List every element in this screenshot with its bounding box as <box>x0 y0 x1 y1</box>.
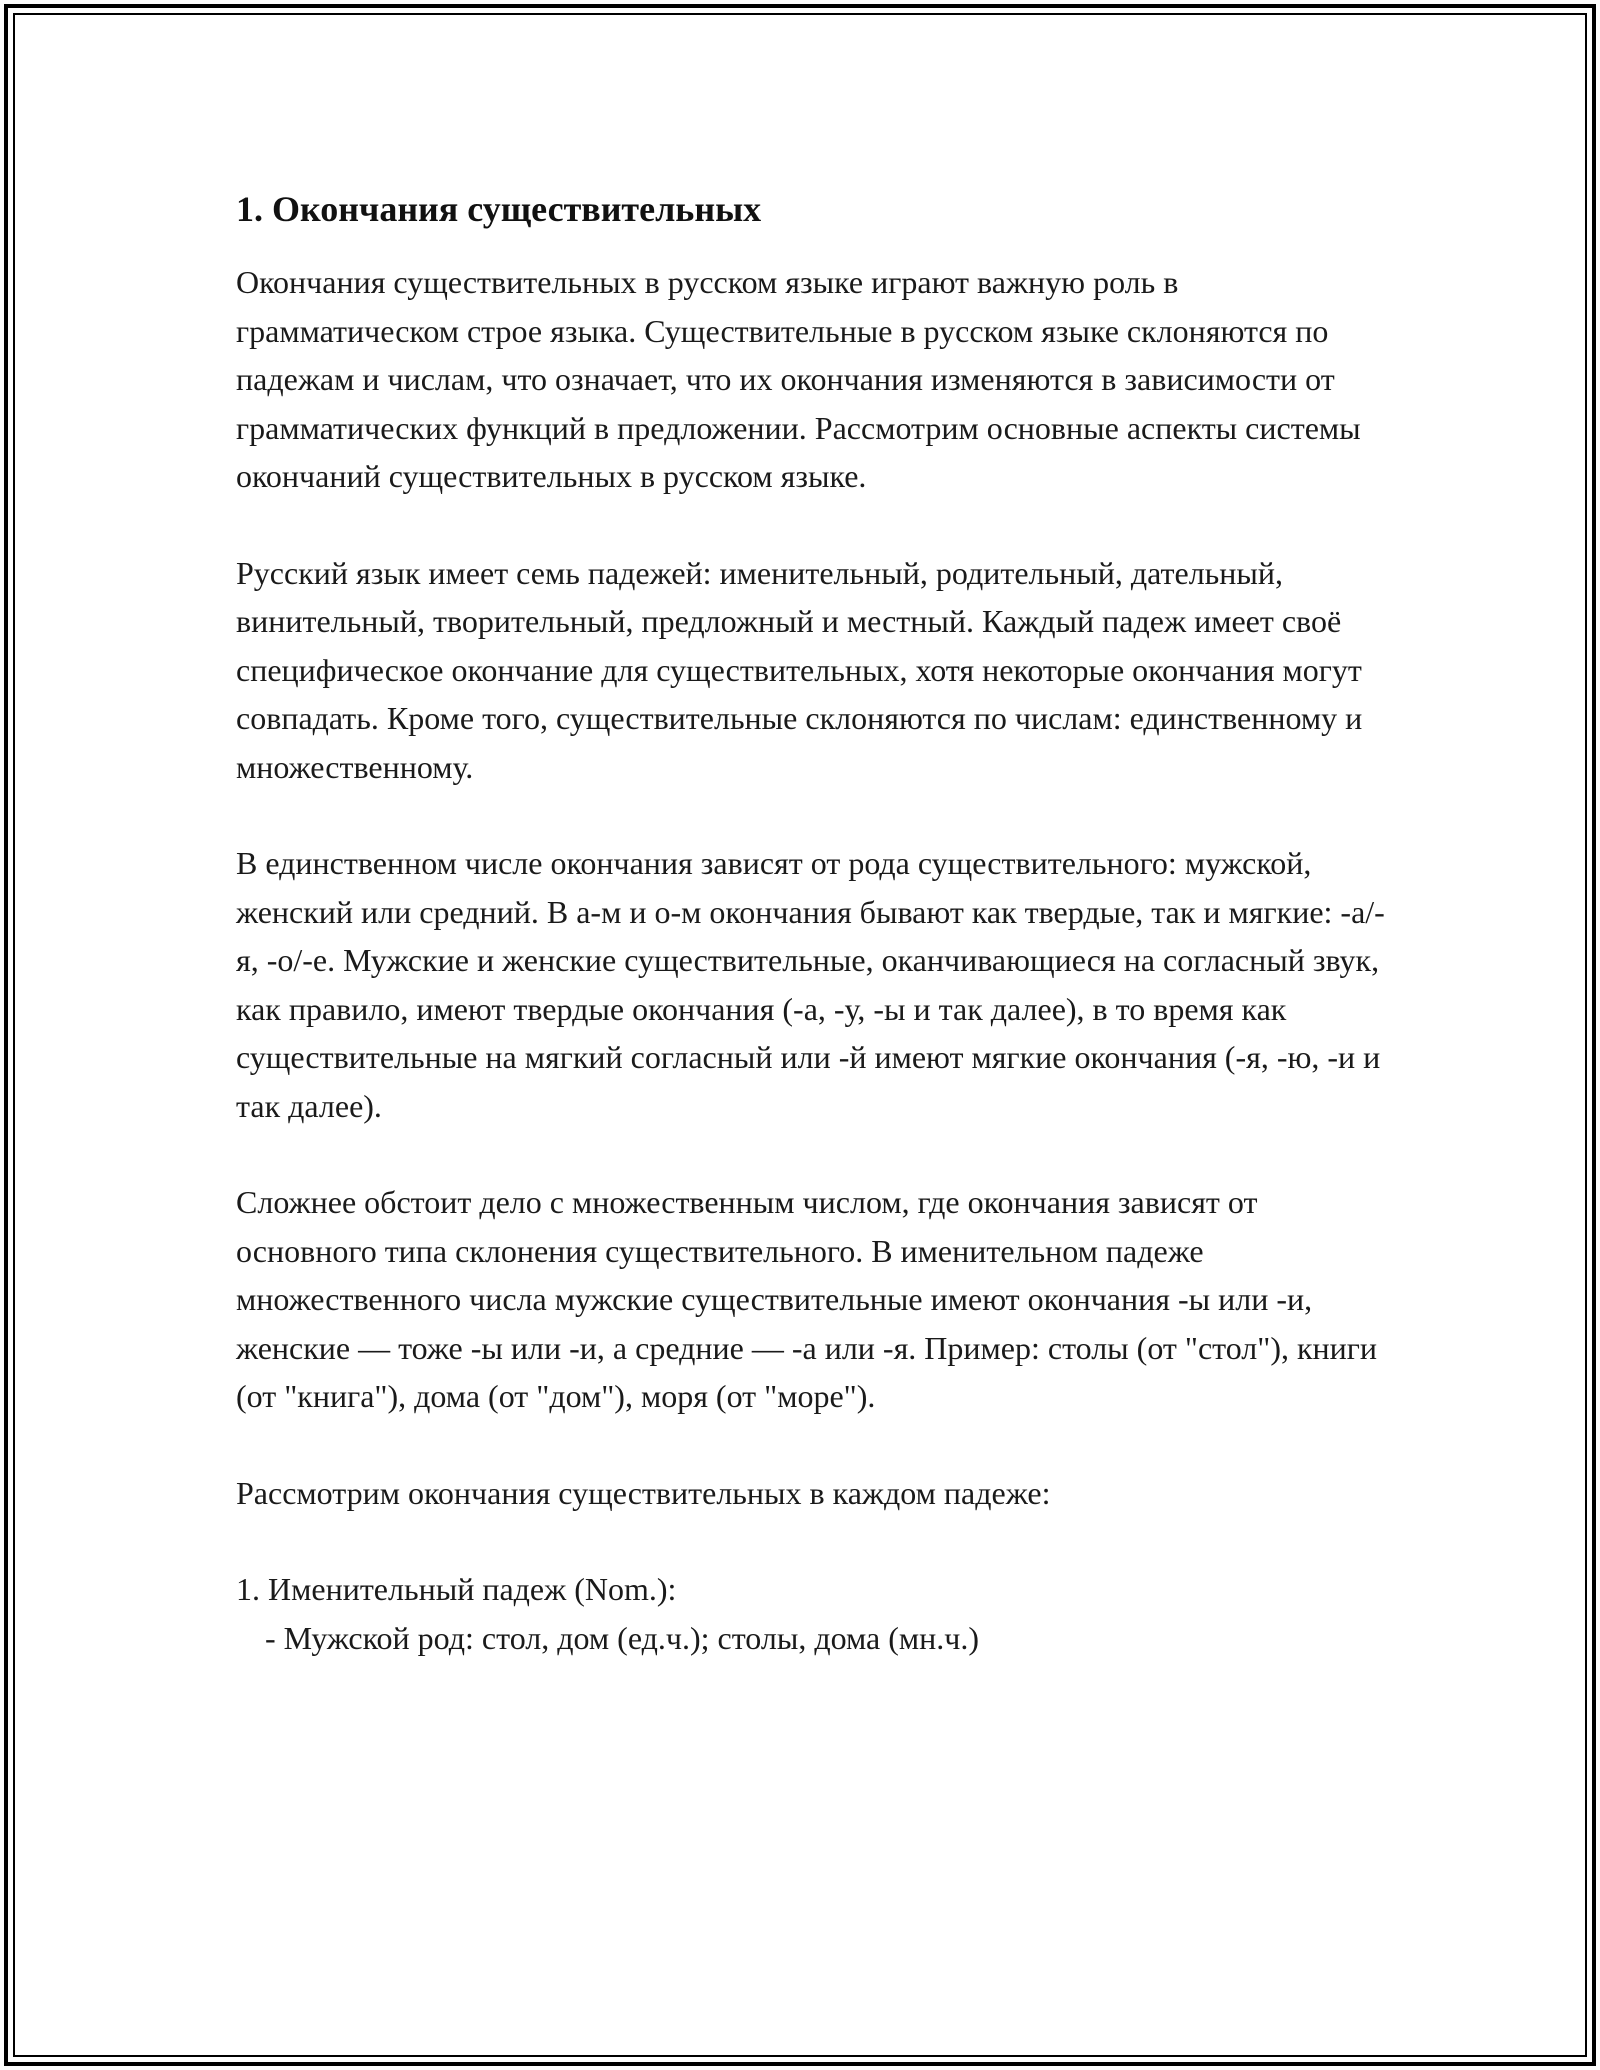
document-body <box>236 186 1396 1662</box>
paragraph-cases: Русский язык имеет семь падежей: именительный, родительный, дательный, винительный, творительный, предложный и местный. Каждый падеж имеет своё специфическое окончание для существительных, хотя некоторые окончания могут совпадать. Кроме того, существительные склоняются по числам: единственному и множественному. <box>236 554 1363 785</box>
paragraph-list-intro: Рассмотрим окончания существительных в каждом падеже: <box>236 1474 1051 1511</box>
case-list <box>236 1565 1396 1662</box>
paragraph-intro: Окончания существительных в русском языке играют важную роль в грамматическом строе языка. Существительные в русском языке склоняются по падежам и числам, что означает, что их окончания изменяются в зависимости от грамматических функций в предложении. Рассмотрим основные аспекты системы окончаний существительных в русском языке. <box>236 264 1361 494</box>
list-item-nominative: 1. Именительный падеж (Nom.): <box>236 1571 677 1607</box>
paragraph-singular: В единственном числе окончания зависят от рода существительного: мужской, женский или средний. В а-м и о-м окончания бывают как твердые, так и мягкие: -а/-я, -о/-е. Мужские и женские существительные, оканчивающиеся на согласный звук, как правило, имеют твердые окончания (-а, -у, -ы и так далее), в то время как существительные на мягкий согласный или -й имеют мягкие окончания (-я, -ю, -и и так далее). <box>236 845 1385 1124</box>
section-heading: 1. Окончания существительных <box>236 189 762 229</box>
list-subitem-masculine: - Мужской род: стол, дом (ед.ч.); столы, дома (мн.ч.) <box>265 1619 980 1656</box>
paragraph-plural: Сложнее обстоит дело с множественным числом, где окончания зависят от основного типа склонения существительного. В именительном падеже множественного числа мужские существительные имеют окончания -ы или -и, женские — тоже -ы или -и, а средние — -а или -я. Пример: столы (от "стол"), книги (от "книга"), дома (от "дом"), моря (от "море"). <box>236 1184 1378 1414</box>
